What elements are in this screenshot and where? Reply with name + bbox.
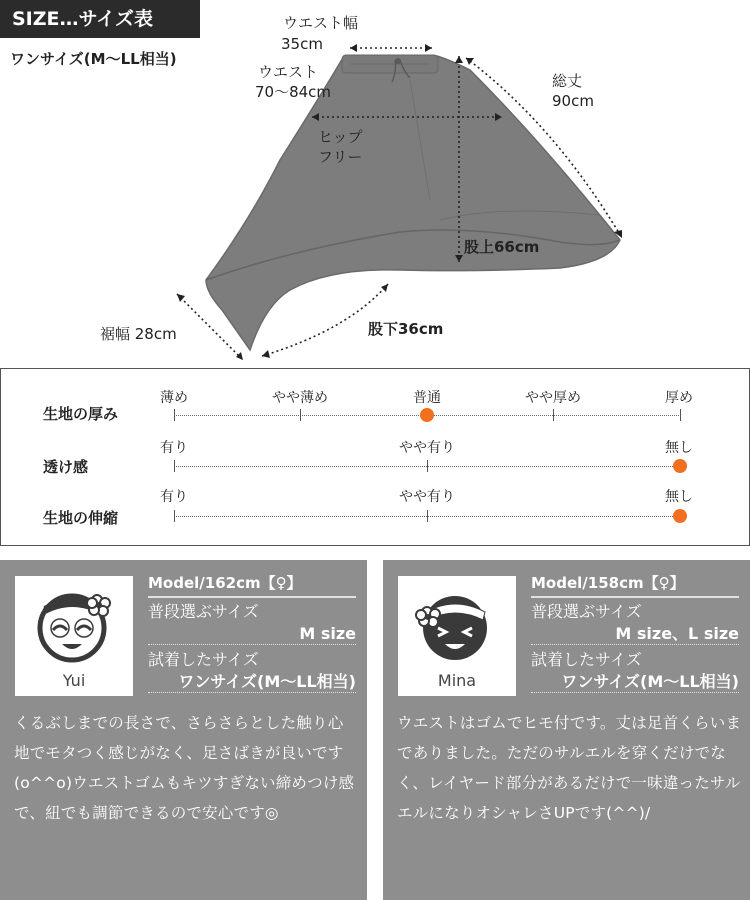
scale-label: 有り <box>160 440 188 456</box>
scale-label: 普通 <box>413 390 441 406</box>
waist-value: 70〜84cm <box>255 83 332 101</box>
scale-tick <box>300 409 301 421</box>
model-panel-yui <box>0 560 367 900</box>
usual-size-label: 普段選ぶサイズ <box>531 602 642 621</box>
scale-tick <box>427 510 428 522</box>
size-chart-tag: SIZE…サイズ表 <box>0 0 200 38</box>
fabric-row-stretch <box>1 485 750 535</box>
tried-size-label: 試着したサイズ <box>531 650 642 669</box>
model-title: Model/158cm【♀】 <box>531 572 739 598</box>
rise-label: 股上66cm <box>464 238 540 256</box>
hip-value: フリー <box>318 148 363 166</box>
model-comment: くるぶしまでの長さで、さらさらとした触り心地でモタつく感じがなく、足さばきが良いです(o^^o)ウエストゴムもキツすぎない締めつけ感で、紐でも調節できるので安心です◎ <box>14 714 355 822</box>
fabric-row-label: 生地の伸縮 <box>43 509 119 527</box>
scale-marker <box>673 459 687 473</box>
tried-size-value: ワンサイズ(M〜LL相当) <box>148 671 356 693</box>
model-title: Model/162cm【♀】 <box>148 572 356 598</box>
pants-illustration <box>0 0 750 368</box>
total-length-label: 総丈 <box>552 72 583 90</box>
hip-label: ヒップ <box>318 128 363 146</box>
avatar <box>15 576 133 696</box>
scale-tick <box>174 409 175 421</box>
fabric-row-transparency <box>1 433 750 483</box>
tried-size-value: ワンサイズ(M〜LL相当) <box>531 671 739 693</box>
scale-label: 有り <box>160 489 188 505</box>
scale-tick <box>174 510 175 522</box>
total-length-value: 90cm <box>552 92 594 110</box>
scale-label: 厚め <box>665 390 693 406</box>
winking-face-icon <box>398 576 516 674</box>
scale-tick <box>174 460 175 472</box>
tried-size-label: 試着したサイズ <box>148 650 259 669</box>
scale-label: 無し <box>665 489 693 505</box>
avatar <box>398 576 516 696</box>
scale-label: やや有り <box>399 440 455 456</box>
scale-label: 薄め <box>160 390 188 406</box>
scale-label: やや有り <box>399 489 455 505</box>
scale-tick <box>553 409 554 421</box>
fabric-properties-table <box>0 368 750 546</box>
waist-label: ウエスト <box>258 63 319 81</box>
model-info <box>531 572 739 693</box>
one-size-label: ワンサイズ(M〜LL相当) <box>10 50 177 68</box>
scale-tick <box>427 460 428 472</box>
size-section <box>0 0 750 368</box>
scale-tick <box>680 409 681 421</box>
avatar-name: Mina <box>437 671 477 690</box>
hem-width-label: 裾幅 28cm <box>100 325 177 343</box>
model-info <box>148 572 356 693</box>
fabric-row-thickness <box>1 381 750 431</box>
fabric-row-label: 生地の厚み <box>43 405 119 423</box>
fabric-row-label: 透け感 <box>43 458 89 476</box>
model-panel-mina <box>383 560 750 900</box>
usual-size-value: M size <box>148 623 356 645</box>
scale-label: やや厚め <box>525 390 581 406</box>
avatar-name: Yui <box>62 671 86 690</box>
scale-label: やや薄め <box>272 390 328 406</box>
scale-label: 無し <box>665 440 693 456</box>
usual-size-label: 普段選ぶサイズ <box>148 602 259 621</box>
inseam-label: 股下36cm <box>368 320 444 338</box>
model-comment: ウエストはゴムでヒモ付です。丈は足首くらいまでありました。ただのサルエルを穿くだけでなく、レイヤード部分があるだけで一味違ったサルエルになりオシャレさUPです(^^)/ <box>397 714 742 822</box>
waist-width-value: 35cm <box>281 35 323 53</box>
scale-marker <box>420 408 434 422</box>
smiling-face-icon <box>15 576 133 674</box>
scale-marker <box>673 509 687 523</box>
usual-size-value: M size、L size <box>531 623 739 645</box>
waist-width-label: ウエスト幅 <box>283 14 359 32</box>
